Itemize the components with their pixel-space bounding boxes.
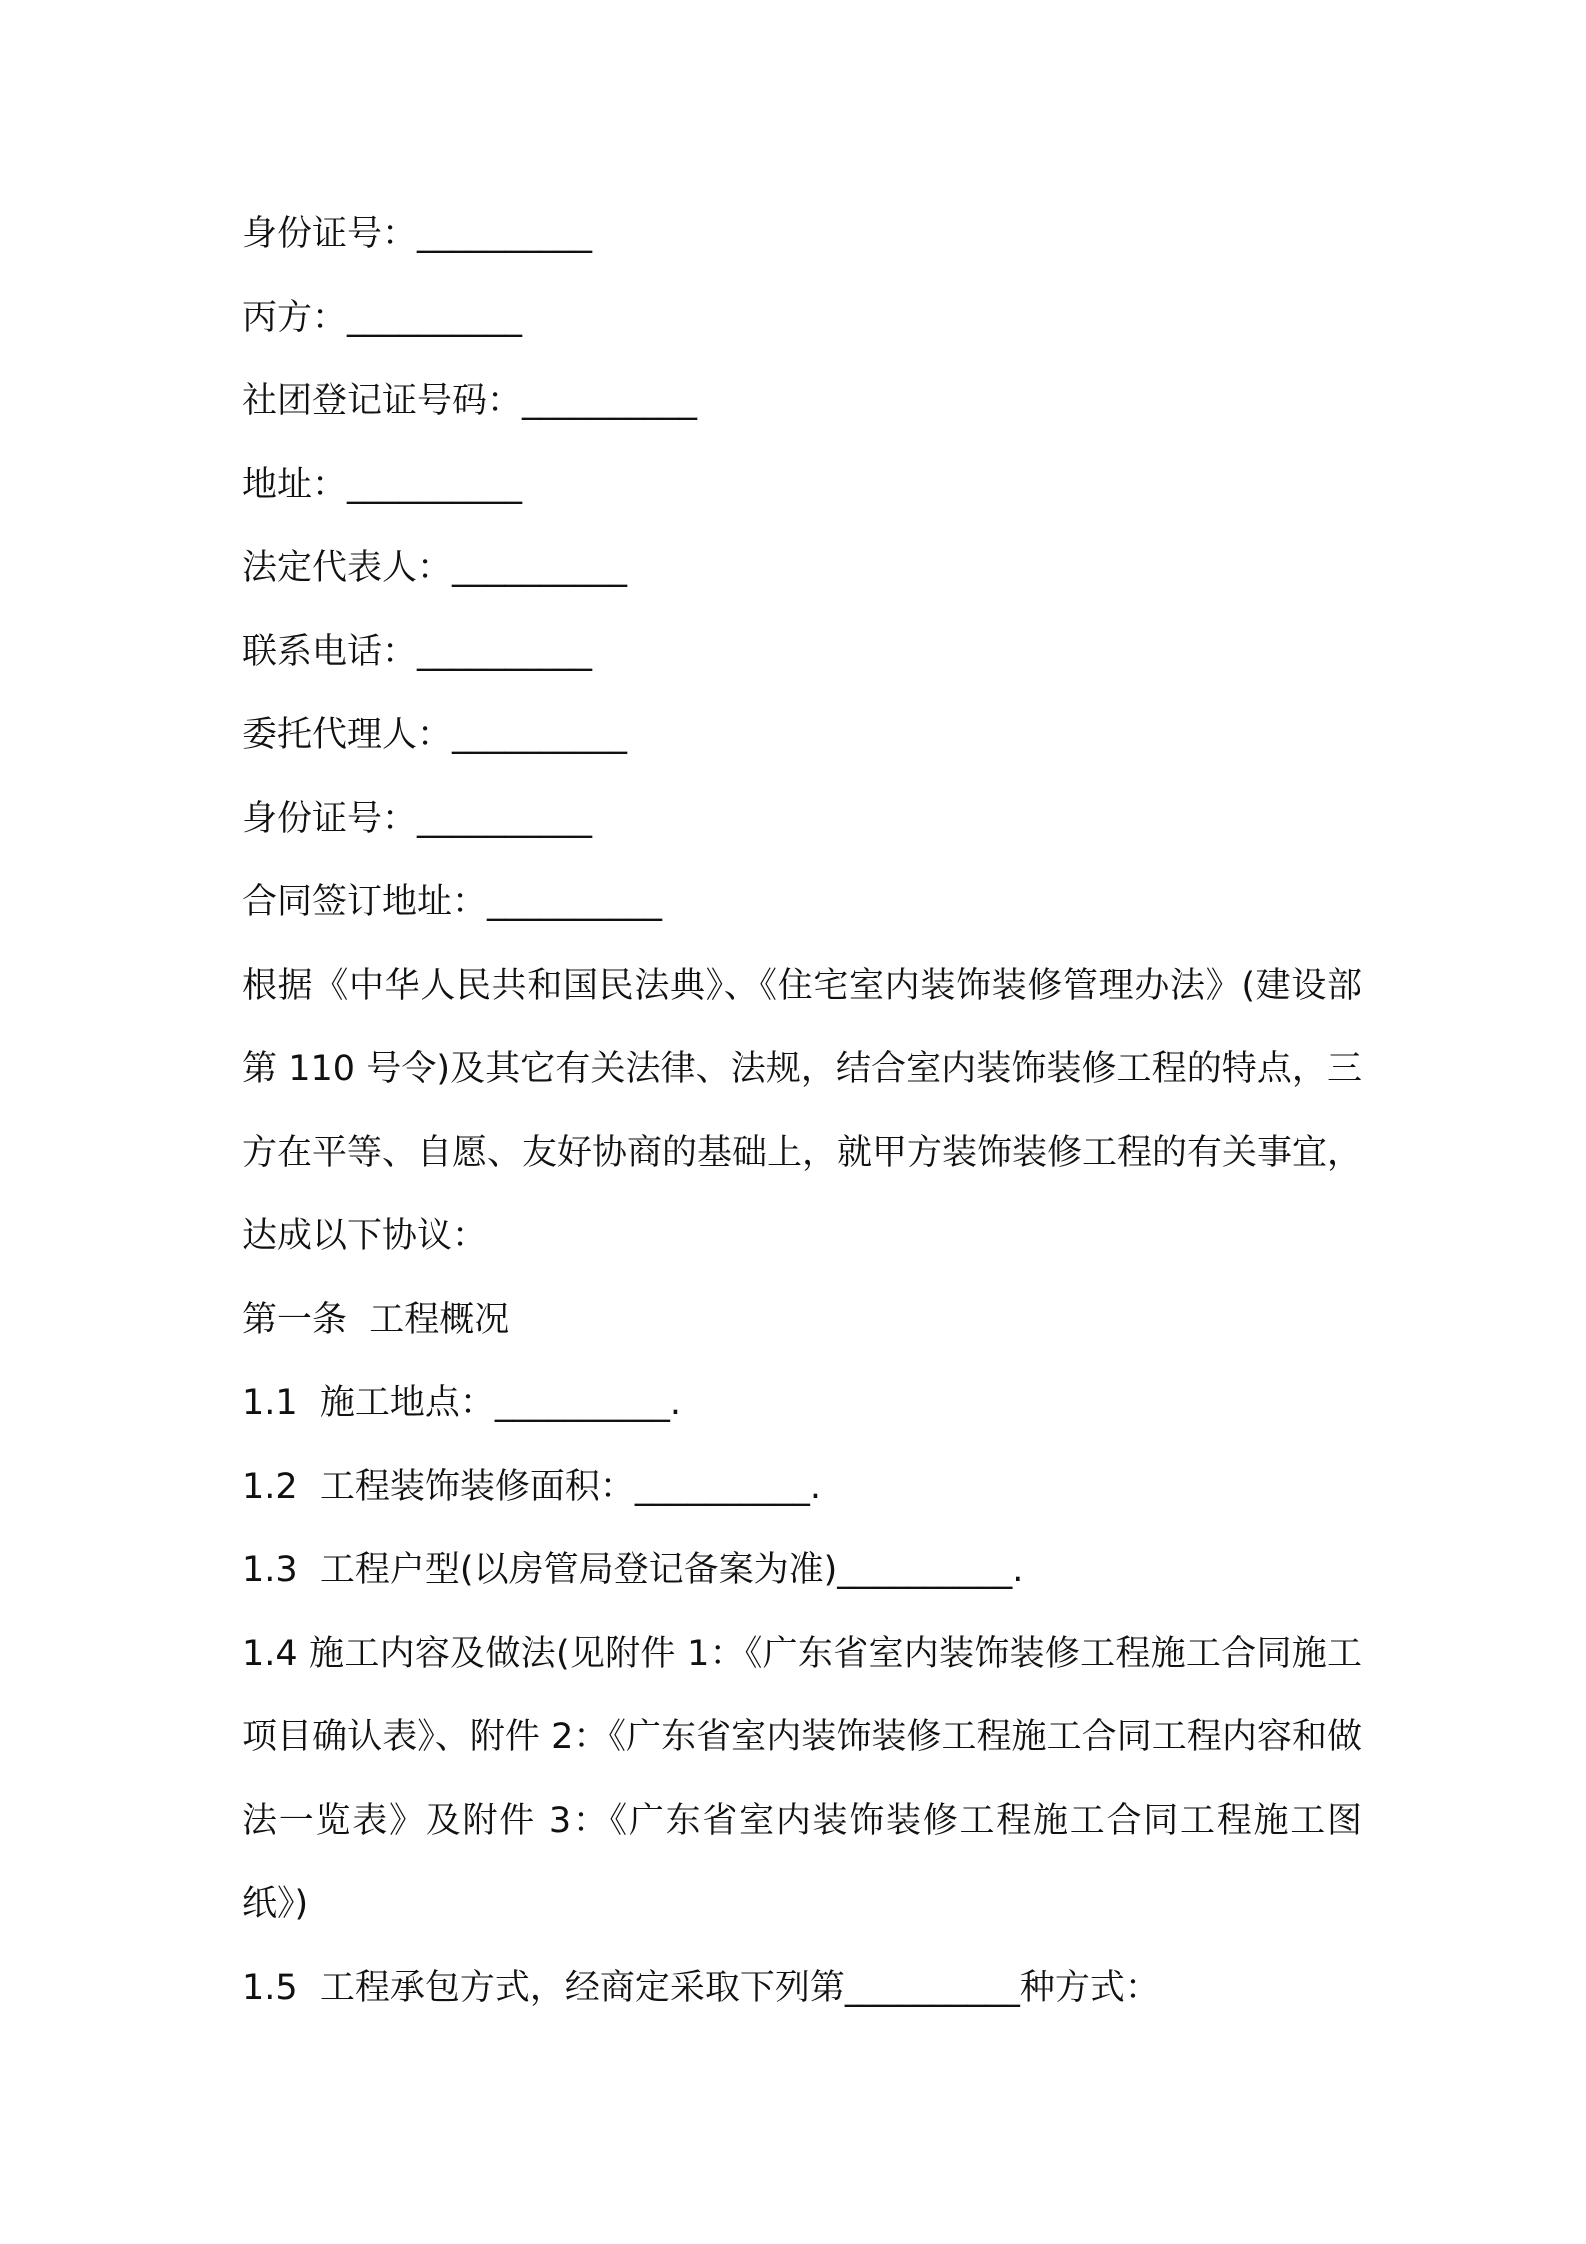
clause-1-5: 1.5 工程承包方式，经商定采取下列第__________种方式： <box>242 1967 1160 2008</box>
clause-1-4: 1.4 施工内容及做法(见附件 1：《广东省室内装饰装修工程施工合同施工项目确认表》、附件 2：《广东省室内装饰装修工程施工合同工程内容和做法一览表》及附件 3：《广东省室内装饰装修工程施工合同工程施工图纸》) <box>242 1633 1362 1924</box>
field-phone: 联系电话：__________ <box>242 631 593 672</box>
field-registration-number: 社团登记证号码：__________ <box>242 381 698 421</box>
field-id-number: 身份证号：__________ <box>242 214 593 254</box>
field-legal-representative: 法定代表人：__________ <box>242 548 628 588</box>
field-party-c: 丙方：__________ <box>242 297 523 338</box>
article-1-title: 第一条 工程概况 <box>242 1299 510 1340</box>
contract-body <box>242 193 1362 2030</box>
clause-1-1: 1.1 施工地点：__________. <box>242 1383 682 1423</box>
preamble-paragraph: 根据《中华人民共和国民法典》、《住宅室内装饰装修管理办法》(建设部第 110 号令)及其它有关法律、法规，结合室内装饰装修工程的特点，三方在平等、自愿、友好协商的基础上，就甲方装饰装修工程的有关事宜，达成以下协议： <box>242 965 1363 1256</box>
field-signing-address: 合同签订地址：__________ <box>242 882 663 922</box>
field-authorized-agent: 委托代理人：__________ <box>242 715 628 755</box>
field-agent-id-number: 身份证号：__________ <box>242 798 593 839</box>
field-address: 地址：__________ <box>242 464 523 505</box>
clause-1-3: 1.3 工程户型(以房管局登记备案为准)__________. <box>242 1550 1024 1590</box>
clause-1-2: 1.2 工程装饰装修面积：__________. <box>242 1466 822 1507</box>
